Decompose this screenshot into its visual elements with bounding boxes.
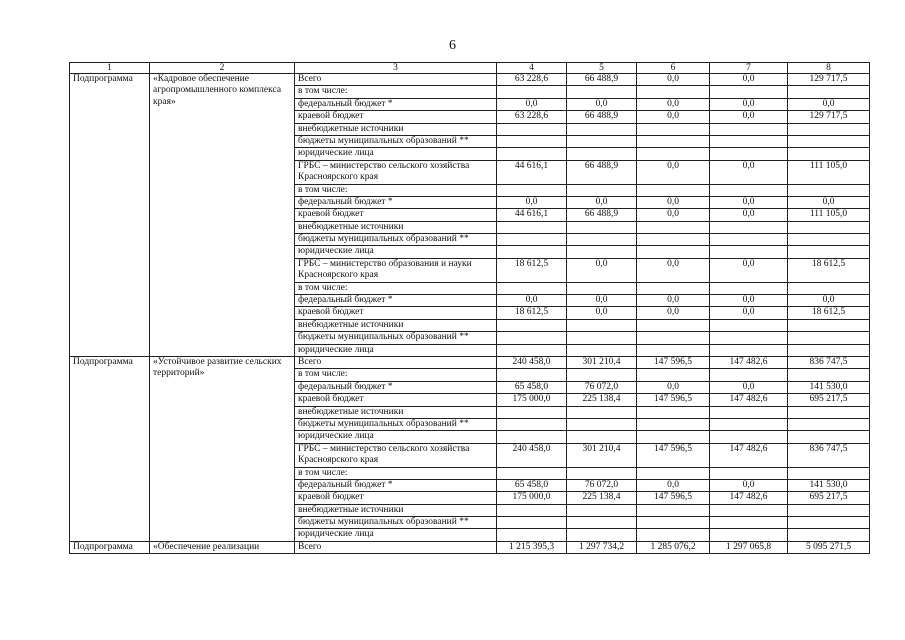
amount-cell: [710, 221, 788, 233]
table-row: [70, 541, 870, 553]
funding-source-label: бюджеты муниципальных образований **: [295, 418, 497, 430]
amount-cell: [497, 369, 567, 381]
funding-source-label: в том числе:: [295, 467, 497, 479]
amount-cell: 5 095 271,5: [788, 541, 870, 553]
funding-source-label: краевой бюджет: [295, 307, 497, 319]
amount-cell: [637, 517, 710, 529]
amount-cell: [567, 246, 637, 258]
amount-cell: 0,0: [637, 111, 710, 123]
amount-cell: 0,0: [710, 209, 788, 221]
amount-cell: [710, 431, 788, 443]
amount-cell: 0,0: [710, 381, 788, 393]
amount-cell: 1 297 065,8: [710, 541, 788, 553]
funding-source-label: бюджеты муниципальных образований **: [295, 135, 497, 147]
amount-cell: 695 217,5: [788, 492, 870, 504]
amount-cell: [788, 234, 870, 246]
amount-cell: [710, 332, 788, 344]
column-header: 2: [150, 63, 295, 74]
amount-cell: [497, 319, 567, 331]
amount-cell: [567, 332, 637, 344]
amount-cell: 18 612,5: [788, 258, 870, 282]
amount-cell: 66 488,9: [567, 111, 637, 123]
amount-cell: [788, 431, 870, 443]
amount-cell: 836 747,5: [788, 356, 870, 368]
amount-cell: 0,0: [710, 111, 788, 123]
column-header: 7: [710, 63, 788, 74]
amount-cell: 44 616,1: [497, 209, 567, 221]
amount-cell: [567, 517, 637, 529]
program-title: «Устойчивое развитие сельских территорий»: [150, 356, 295, 541]
amount-cell: 0,0: [710, 479, 788, 491]
funding-source-label: внебюджетные источники: [295, 221, 497, 233]
amount-cell: 147 596,5: [637, 492, 710, 504]
amount-cell: 76 072,0: [567, 381, 637, 393]
amount-cell: [710, 246, 788, 258]
amount-cell: [567, 135, 637, 147]
funding-source-label: федеральный бюджет *: [295, 98, 497, 110]
amount-cell: 65 458,0: [497, 479, 567, 491]
budget-table: [69, 62, 870, 554]
amount-cell: [497, 332, 567, 344]
funding-source-label: внебюджетные источники: [295, 123, 497, 135]
funding-source-label: Всего: [295, 541, 497, 553]
funding-source-label: федеральный бюджет *: [295, 295, 497, 307]
amount-cell: [637, 135, 710, 147]
amount-cell: 18 612,5: [788, 307, 870, 319]
amount-cell: 301 210,4: [567, 443, 637, 467]
funding-source-label: внебюджетные источники: [295, 319, 497, 331]
amount-cell: [788, 418, 870, 430]
funding-source-label: внебюджетные источники: [295, 406, 497, 418]
amount-cell: 63 228,6: [497, 74, 567, 86]
amount-cell: [637, 86, 710, 98]
amount-cell: 225 138,4: [567, 394, 637, 406]
amount-cell: [637, 504, 710, 516]
amount-cell: [637, 282, 710, 294]
program-title: «Кадровое обеспечение агропромышленного комплекса края»: [150, 74, 295, 357]
column-header: 8: [788, 63, 870, 74]
funding-source-label: краевой бюджет: [295, 209, 497, 221]
funding-source-label: федеральный бюджет *: [295, 479, 497, 491]
amount-cell: 141 530,0: [788, 479, 870, 491]
amount-cell: [637, 529, 710, 541]
amount-cell: [497, 529, 567, 541]
amount-cell: [788, 148, 870, 160]
amount-cell: [710, 234, 788, 246]
amount-cell: [788, 529, 870, 541]
amount-cell: [497, 148, 567, 160]
amount-cell: [497, 184, 567, 196]
amount-cell: 0,0: [788, 295, 870, 307]
table-body: [70, 74, 870, 554]
amount-cell: [637, 467, 710, 479]
amount-cell: [637, 123, 710, 135]
amount-cell: [710, 319, 788, 331]
amount-cell: [710, 529, 788, 541]
amount-cell: [788, 504, 870, 516]
funding-source-label: ГРБС – министерство образования и науки Красноярского края: [295, 258, 497, 282]
amount-cell: 0,0: [637, 209, 710, 221]
amount-cell: [710, 148, 788, 160]
program-kind: Подпрограмма: [70, 74, 150, 357]
amount-cell: [637, 369, 710, 381]
funding-source-label: в том числе:: [295, 184, 497, 196]
amount-cell: 147 482,6: [710, 492, 788, 504]
amount-cell: [637, 246, 710, 258]
amount-cell: [637, 319, 710, 331]
funding-source-label: Всего: [295, 74, 497, 86]
amount-cell: [567, 319, 637, 331]
amount-cell: 0,0: [788, 98, 870, 110]
amount-cell: [710, 344, 788, 356]
amount-cell: 301 210,4: [567, 356, 637, 368]
column-header: 1: [70, 63, 150, 74]
amount-cell: [710, 418, 788, 430]
amount-cell: 0,0: [567, 295, 637, 307]
amount-cell: [637, 221, 710, 233]
amount-cell: [497, 282, 567, 294]
amount-cell: 1 215 395,3: [497, 541, 567, 553]
funding-source-label: юридические лица: [295, 344, 497, 356]
amount-cell: [567, 418, 637, 430]
funding-source-label: краевой бюджет: [295, 111, 497, 123]
amount-cell: 0,0: [710, 160, 788, 184]
amount-cell: [788, 246, 870, 258]
amount-cell: 147 596,5: [637, 394, 710, 406]
column-header: 5: [567, 63, 637, 74]
funding-source-label: бюджеты муниципальных образований **: [295, 234, 497, 246]
amount-cell: [788, 467, 870, 479]
amount-cell: [637, 332, 710, 344]
amount-cell: [788, 344, 870, 356]
amount-cell: [788, 221, 870, 233]
amount-cell: 0,0: [637, 479, 710, 491]
funding-source-label: внебюджетные источники: [295, 504, 497, 516]
amount-cell: 0,0: [637, 196, 710, 208]
funding-source-label: в том числе:: [295, 86, 497, 98]
amount-cell: 0,0: [567, 307, 637, 319]
funding-source-label: бюджеты муниципальных образований **: [295, 517, 497, 529]
amount-cell: [788, 135, 870, 147]
amount-cell: [710, 123, 788, 135]
amount-cell: [788, 369, 870, 381]
amount-cell: [567, 529, 637, 541]
amount-cell: [710, 184, 788, 196]
funding-source-label: краевой бюджет: [295, 394, 497, 406]
amount-cell: 0,0: [637, 74, 710, 86]
amount-cell: 0,0: [788, 196, 870, 208]
amount-cell: [567, 369, 637, 381]
amount-cell: [497, 504, 567, 516]
amount-cell: [710, 504, 788, 516]
amount-cell: [567, 184, 637, 196]
amount-cell: 0,0: [497, 98, 567, 110]
amount-cell: 0,0: [497, 196, 567, 208]
amount-cell: 0,0: [637, 258, 710, 282]
amount-cell: 240 458,0: [497, 443, 567, 467]
amount-cell: 76 072,0: [567, 479, 637, 491]
amount-cell: 147 596,5: [637, 356, 710, 368]
amount-cell: 147 482,6: [710, 356, 788, 368]
amount-cell: 66 488,9: [567, 74, 637, 86]
table-row: [70, 74, 870, 86]
amount-cell: 66 488,9: [567, 160, 637, 184]
amount-cell: [637, 184, 710, 196]
amount-cell: 66 488,9: [567, 209, 637, 221]
amount-cell: [710, 282, 788, 294]
amount-cell: [788, 282, 870, 294]
amount-cell: 147 596,5: [637, 443, 710, 467]
amount-cell: [497, 431, 567, 443]
amount-cell: [710, 369, 788, 381]
amount-cell: [788, 123, 870, 135]
amount-cell: [567, 148, 637, 160]
program-title: «Обеспечение реализации: [150, 541, 295, 553]
amount-cell: 225 138,4: [567, 492, 637, 504]
amount-cell: [788, 517, 870, 529]
amount-cell: 695 217,5: [788, 394, 870, 406]
amount-cell: [710, 135, 788, 147]
amount-cell: [710, 406, 788, 418]
amount-cell: [710, 467, 788, 479]
amount-cell: 147 482,6: [710, 443, 788, 467]
amount-cell: 129 717,5: [788, 74, 870, 86]
amount-cell: [497, 467, 567, 479]
amount-cell: 240 458,0: [497, 356, 567, 368]
funding-source-label: ГРБС – министерство сельского хозяйства Красноярского края: [295, 443, 497, 467]
amount-cell: [567, 221, 637, 233]
amount-cell: 65 458,0: [497, 381, 567, 393]
amount-cell: [788, 86, 870, 98]
page-number: 6: [449, 38, 456, 53]
amount-cell: [497, 517, 567, 529]
amount-cell: [788, 332, 870, 344]
funding-source-label: краевой бюджет: [295, 492, 497, 504]
amount-cell: [567, 344, 637, 356]
column-header: 6: [637, 63, 710, 74]
amount-cell: 18 612,5: [497, 258, 567, 282]
amount-cell: 18 612,5: [497, 307, 567, 319]
amount-cell: [567, 123, 637, 135]
amount-cell: [567, 234, 637, 246]
amount-cell: [637, 234, 710, 246]
amount-cell: 111 105,0: [788, 160, 870, 184]
amount-cell: [497, 406, 567, 418]
amount-cell: 44 616,1: [497, 160, 567, 184]
amount-cell: 0,0: [710, 307, 788, 319]
amount-cell: [710, 86, 788, 98]
amount-cell: 1 285 076,2: [637, 541, 710, 553]
amount-cell: 0,0: [637, 381, 710, 393]
amount-cell: 63 228,6: [497, 111, 567, 123]
amount-cell: [567, 504, 637, 516]
column-header: 4: [497, 63, 567, 74]
column-header: 3: [295, 63, 497, 74]
funding-source-label: юридические лица: [295, 529, 497, 541]
amount-cell: 0,0: [710, 258, 788, 282]
amount-cell: 175 000,0: [497, 394, 567, 406]
amount-cell: 1 297 734,2: [567, 541, 637, 553]
amount-cell: 0,0: [567, 258, 637, 282]
amount-cell: 0,0: [637, 295, 710, 307]
program-kind: Подпрограмма: [70, 541, 150, 553]
funding-source-label: в том числе:: [295, 369, 497, 381]
amount-cell: 0,0: [710, 196, 788, 208]
column-number-row: [70, 63, 870, 74]
amount-cell: 175 000,0: [497, 492, 567, 504]
amount-cell: [637, 344, 710, 356]
amount-cell: [567, 282, 637, 294]
amount-cell: 0,0: [710, 98, 788, 110]
amount-cell: 0,0: [567, 196, 637, 208]
amount-cell: [637, 431, 710, 443]
amount-cell: [567, 406, 637, 418]
amount-cell: 147 482,6: [710, 394, 788, 406]
funding-source-label: ГРБС – министерство сельского хозяйства Красноярского края: [295, 160, 497, 184]
amount-cell: 111 105,0: [788, 209, 870, 221]
funding-source-label: федеральный бюджет *: [295, 196, 497, 208]
funding-source-label: юридические лица: [295, 246, 497, 258]
amount-cell: [637, 148, 710, 160]
amount-cell: [637, 418, 710, 430]
amount-cell: 0,0: [637, 160, 710, 184]
amount-cell: [567, 86, 637, 98]
funding-source-label: бюджеты муниципальных образований **: [295, 332, 497, 344]
amount-cell: [497, 344, 567, 356]
amount-cell: [788, 319, 870, 331]
program-kind: Подпрограмма: [70, 356, 150, 541]
amount-cell: 836 747,5: [788, 443, 870, 467]
amount-cell: [497, 221, 567, 233]
amount-cell: 0,0: [710, 74, 788, 86]
amount-cell: 0,0: [637, 307, 710, 319]
funding-source-label: федеральный бюджет *: [295, 381, 497, 393]
amount-cell: 0,0: [567, 98, 637, 110]
amount-cell: [497, 418, 567, 430]
amount-cell: [497, 234, 567, 246]
amount-cell: [788, 184, 870, 196]
amount-cell: 129 717,5: [788, 111, 870, 123]
funding-source-label: Всего: [295, 356, 497, 368]
amount-cell: [637, 406, 710, 418]
amount-cell: 0,0: [710, 295, 788, 307]
amount-cell: 141 530,0: [788, 381, 870, 393]
amount-cell: [497, 86, 567, 98]
amount-cell: [710, 517, 788, 529]
amount-cell: [497, 123, 567, 135]
amount-cell: [567, 467, 637, 479]
amount-cell: [497, 246, 567, 258]
amount-cell: [497, 135, 567, 147]
amount-cell: [567, 431, 637, 443]
funding-source-label: юридические лица: [295, 431, 497, 443]
amount-cell: 0,0: [497, 295, 567, 307]
funding-source-label: юридические лица: [295, 148, 497, 160]
funding-source-label: в том числе:: [295, 282, 497, 294]
table-row: [70, 356, 870, 368]
amount-cell: [788, 406, 870, 418]
amount-cell: 0,0: [637, 98, 710, 110]
